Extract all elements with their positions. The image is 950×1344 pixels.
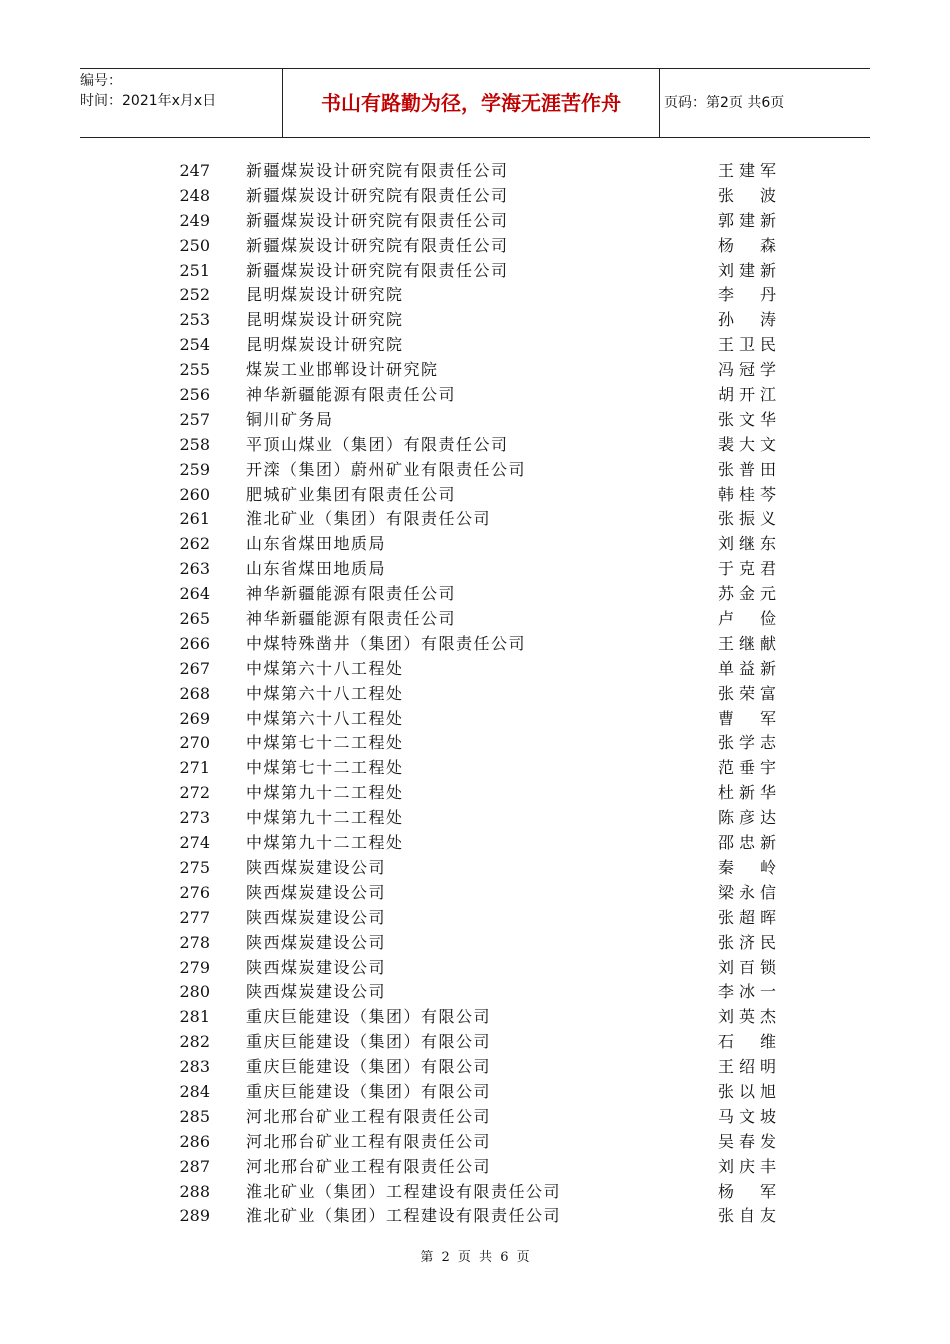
person-name: 王继献 <box>718 633 776 653</box>
organization-name: 重庆巨能建设（集团）有限公司 <box>246 1081 492 1101</box>
organization-name: 陕西煤炭建设公司 <box>246 857 387 877</box>
entry-number: 250 <box>179 235 210 255</box>
document-time-label: 时间：2021年x月x日 <box>80 93 217 109</box>
list-item <box>0 980 950 1005</box>
list-item <box>0 557 950 582</box>
list-item <box>0 1080 950 1105</box>
person-name: 曹 军 <box>718 708 776 728</box>
header-meta <box>80 69 282 139</box>
organization-name: 开滦（集团）蔚州矿业有限责任公司 <box>246 459 527 479</box>
person-name: 单益新 <box>718 658 776 678</box>
organization-name: 淮北矿业（集团）工程建设有限责任公司 <box>246 1206 562 1226</box>
header-page-info: 页码：第2页 共6页 <box>664 95 785 111</box>
person-name: 李冰一 <box>718 982 776 1002</box>
list-item <box>0 731 950 756</box>
person-name: 杨 森 <box>718 235 776 255</box>
list-item <box>0 856 950 881</box>
organization-name: 中煤第七十二工程处 <box>246 758 404 778</box>
entry-number: 259 <box>179 459 210 479</box>
entry-number: 272 <box>179 783 210 803</box>
entry-number: 256 <box>179 385 210 405</box>
person-name: 李 丹 <box>718 285 776 305</box>
organization-name: 重庆巨能建设（集团）有限公司 <box>246 1007 492 1027</box>
entry-number: 287 <box>179 1156 210 1176</box>
organization-name: 陕西煤炭建设公司 <box>246 982 387 1002</box>
organization-name: 陕西煤炭建设公司 <box>246 932 387 952</box>
list-item <box>0 1130 950 1155</box>
organization-name: 重庆巨能建设（集团）有限公司 <box>246 1032 492 1052</box>
entry-number: 253 <box>179 310 210 330</box>
person-name: 梁永信 <box>718 882 776 902</box>
entry-number: 285 <box>179 1106 210 1126</box>
organization-name: 神华新疆能源有限责任公司 <box>246 385 457 405</box>
person-name: 杜新华 <box>718 783 776 803</box>
person-name: 马文坡 <box>718 1106 776 1126</box>
list-item <box>0 1155 950 1180</box>
list-item <box>0 184 950 209</box>
person-name: 裴大文 <box>718 434 776 454</box>
list-item <box>0 632 950 657</box>
organization-name: 昆明煤炭设计研究院 <box>246 335 404 355</box>
organization-name: 淮北矿业（集团）工程建设有限责任公司 <box>246 1181 562 1201</box>
entry-number: 277 <box>179 907 210 927</box>
entry-number: 275 <box>179 857 210 877</box>
person-name: 张 波 <box>718 185 776 205</box>
person-name: 卢 俭 <box>718 609 776 629</box>
person-name: 于克君 <box>718 559 776 579</box>
list-item <box>0 756 950 781</box>
list-item <box>0 458 950 483</box>
organization-name: 中煤第九十二工程处 <box>246 833 404 853</box>
person-name: 孙 涛 <box>718 310 776 330</box>
list-item <box>0 433 950 458</box>
person-name: 张文华 <box>718 409 776 429</box>
person-name: 范垂宇 <box>718 758 776 778</box>
person-name: 张济民 <box>718 932 776 952</box>
list-item <box>0 408 950 433</box>
entry-number: 264 <box>179 584 210 604</box>
person-name: 刘继东 <box>718 534 776 554</box>
person-name: 张荣富 <box>718 683 776 703</box>
person-name: 张以旭 <box>718 1081 776 1101</box>
list-item <box>0 1105 950 1130</box>
list-item <box>0 209 950 234</box>
organization-name: 中煤第九十二工程处 <box>246 808 404 828</box>
list-item <box>0 1030 950 1055</box>
list-item <box>0 507 950 532</box>
entry-number: 270 <box>179 733 210 753</box>
list-item <box>0 283 950 308</box>
list-item <box>0 1055 950 1080</box>
organization-name: 煤炭工业邯郸设计研究院 <box>246 360 439 380</box>
person-name: 冯冠学 <box>718 360 776 380</box>
organization-name: 河北邢台矿业工程有限责任公司 <box>246 1131 492 1151</box>
organization-name: 铜川矿务局 <box>246 409 334 429</box>
entry-number: 276 <box>179 882 210 902</box>
organization-name: 中煤第六十八工程处 <box>246 708 404 728</box>
list-item <box>0 159 950 184</box>
entry-number: 261 <box>179 509 210 529</box>
person-name: 韩桂芩 <box>718 484 776 504</box>
person-name: 张振义 <box>718 509 776 529</box>
organization-name: 陕西煤炭建设公司 <box>246 907 387 927</box>
person-name: 石 维 <box>718 1032 776 1052</box>
list-item <box>0 1180 950 1205</box>
entry-number: 266 <box>179 633 210 653</box>
entry-number: 271 <box>179 758 210 778</box>
entry-number: 263 <box>179 559 210 579</box>
organization-name: 中煤第九十二工程处 <box>246 783 404 803</box>
entry-number: 284 <box>179 1081 210 1101</box>
person-name: 郭建新 <box>718 210 776 230</box>
person-name: 张学志 <box>718 733 776 753</box>
person-name: 张普田 <box>718 459 776 479</box>
organization-name: 新疆煤炭设计研究院有限责任公司 <box>246 235 509 255</box>
list-item <box>0 1005 950 1030</box>
organization-name: 平顶山煤业（集团）有限责任公司 <box>246 434 509 454</box>
list-item <box>0 781 950 806</box>
entry-number: 258 <box>179 434 210 454</box>
organization-name: 昆明煤炭设计研究院 <box>246 310 404 330</box>
entry-number: 251 <box>179 260 210 280</box>
entry-number: 260 <box>179 484 210 504</box>
list-item <box>0 682 950 707</box>
entry-number: 289 <box>179 1206 210 1226</box>
person-name: 刘百锁 <box>718 957 776 977</box>
person-name: 苏金元 <box>718 584 776 604</box>
person-name: 刘英杰 <box>718 1007 776 1027</box>
entry-number: 268 <box>179 683 210 703</box>
entry-number: 249 <box>179 210 210 230</box>
organization-name: 河北邢台矿业工程有限责任公司 <box>246 1156 492 1176</box>
organization-name: 中煤第六十八工程处 <box>246 658 404 678</box>
organization-name: 新疆煤炭设计研究院有限责任公司 <box>246 161 509 180</box>
list-item <box>0 532 950 557</box>
entry-number: 248 <box>179 185 210 205</box>
entry-number: 267 <box>179 658 210 678</box>
entry-number: 279 <box>179 957 210 977</box>
organization-name: 陕西煤炭建设公司 <box>246 957 387 977</box>
document-code-label: 编号： <box>80 73 122 89</box>
person-name: 吴春发 <box>718 1131 776 1151</box>
organization-name: 神华新疆能源有限责任公司 <box>246 584 457 604</box>
entry-number: 252 <box>179 285 210 305</box>
organization-name: 中煤第七十二工程处 <box>246 733 404 753</box>
entry-number: 255 <box>179 360 210 380</box>
person-name: 邵忠新 <box>718 833 776 853</box>
page-footer: 第 2 页 共 6 页 <box>420 1250 530 1265</box>
organization-name: 中煤第六十八工程处 <box>246 683 404 703</box>
organization-name: 神华新疆能源有限责任公司 <box>246 609 457 629</box>
list-item <box>0 831 950 856</box>
list-item <box>0 234 950 259</box>
organization-name: 肥城矿业集团有限责任公司 <box>246 484 457 504</box>
organization-name: 中煤特殊凿井（集团）有限责任公司 <box>246 633 527 653</box>
list-item <box>0 483 950 508</box>
list-item <box>0 881 950 906</box>
organization-name: 新疆煤炭设计研究院有限责任公司 <box>246 210 509 230</box>
list-item <box>0 707 950 732</box>
entry-number: 286 <box>179 1131 210 1151</box>
entry-number: 283 <box>179 1057 210 1077</box>
list-item <box>0 806 950 831</box>
organization-name: 昆明煤炭设计研究院 <box>246 285 404 305</box>
list-item <box>0 333 950 358</box>
list-item <box>0 383 950 408</box>
organization-name: 淮北矿业（集团）有限责任公司 <box>246 509 492 529</box>
roster-list <box>0 159 950 1229</box>
list-item <box>0 308 950 333</box>
organization-name: 新疆煤炭设计研究院有限责任公司 <box>246 185 509 205</box>
list-item <box>0 906 950 931</box>
organization-name: 山东省煤田地质局 <box>246 559 387 579</box>
organization-name: 重庆巨能建设（集团）有限公司 <box>246 1057 492 1077</box>
person-name: 张超晖 <box>718 907 776 927</box>
organization-name: 陕西煤炭建设公司 <box>246 882 387 902</box>
organization-name: 新疆煤炭设计研究院有限责任公司 <box>246 260 509 280</box>
list-item <box>0 607 950 632</box>
person-name: 秦 岭 <box>718 857 776 877</box>
person-name: 王绍明 <box>718 1057 776 1077</box>
entry-number: 288 <box>179 1181 210 1201</box>
list-item <box>0 259 950 284</box>
entry-number: 265 <box>179 609 210 629</box>
entry-number: 274 <box>179 833 210 853</box>
entry-number: 282 <box>179 1032 210 1052</box>
list-item <box>0 657 950 682</box>
person-name: 胡开江 <box>718 385 776 405</box>
person-name: 王建军 <box>718 161 776 180</box>
organization-name: 山东省煤田地质局 <box>246 534 387 554</box>
entry-number: 257 <box>179 409 210 429</box>
page-header <box>80 68 870 138</box>
entry-number: 273 <box>179 808 210 828</box>
person-name: 刘庆丰 <box>718 1156 776 1176</box>
list-item <box>0 956 950 981</box>
entry-number: 262 <box>179 534 210 554</box>
person-name: 张自友 <box>718 1206 776 1226</box>
list-item <box>0 358 950 383</box>
entry-number: 281 <box>179 1007 210 1027</box>
entry-number: 278 <box>179 932 210 952</box>
person-name: 杨 军 <box>718 1181 776 1201</box>
header-motto: 书山有路勤为径，学海无涯苦作舟 <box>282 69 660 137</box>
person-name: 陈彦达 <box>718 808 776 828</box>
entry-number: 254 <box>179 335 210 355</box>
entry-number: 247 <box>179 161 210 180</box>
person-name: 王卫民 <box>718 335 776 355</box>
list-item <box>0 1204 950 1229</box>
list-item <box>0 931 950 956</box>
entry-number: 280 <box>179 982 210 1002</box>
organization-name: 河北邢台矿业工程有限责任公司 <box>246 1106 492 1126</box>
entry-number: 269 <box>179 708 210 728</box>
list-item <box>0 582 950 607</box>
person-name: 刘建新 <box>718 260 776 280</box>
